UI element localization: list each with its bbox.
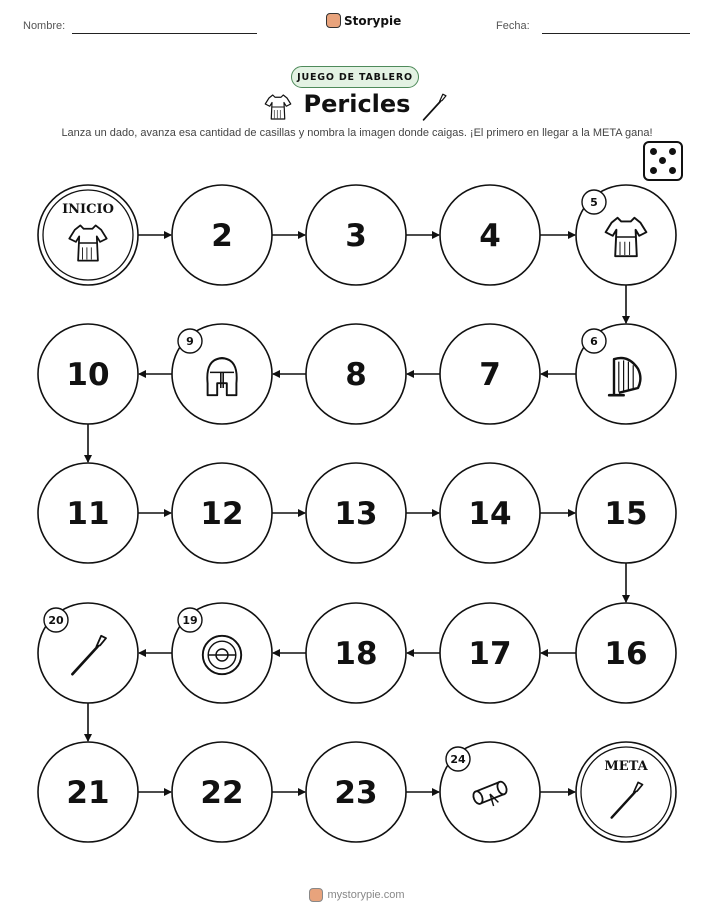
board-cell-23[interactable]	[306, 742, 406, 842]
board-cell-5[interactable]	[576, 185, 676, 285]
board-cell-4[interactable]	[440, 185, 540, 285]
game-type-badge: JUEGO DE TABLERO	[291, 66, 419, 88]
board-cell-1[interactable]	[38, 185, 138, 285]
board-cell-6[interactable]	[576, 324, 676, 424]
cell-number: 8	[345, 357, 367, 393]
board-cell-8[interactable]	[306, 324, 406, 424]
cell-number: 11	[66, 496, 110, 532]
cell-number: 23	[334, 775, 378, 811]
goal-label: META	[604, 759, 648, 774]
page-title: Pericles	[303, 90, 411, 118]
cell-number: 9	[186, 335, 194, 348]
cell-number: 20	[48, 614, 64, 627]
name-label: Nombre:	[23, 20, 66, 32]
board-cell-16[interactable]	[576, 603, 676, 703]
cell-number: 15	[604, 496, 648, 532]
cell-number: 6	[590, 335, 598, 348]
board-cell-25[interactable]	[576, 742, 676, 842]
cell-number: 12	[200, 496, 244, 532]
cell-number: 2	[211, 218, 233, 254]
board-cell-21[interactable]	[38, 742, 138, 842]
board-cell-22[interactable]	[172, 742, 272, 842]
cell-number: 3	[345, 218, 367, 254]
board-cell-11[interactable]	[38, 463, 138, 563]
board-cell-2[interactable]	[172, 185, 272, 285]
cell-number: 22	[200, 775, 244, 811]
date-label: Fecha:	[496, 20, 530, 32]
board-cell-10[interactable]	[38, 324, 138, 424]
cell-number: 14	[468, 496, 512, 532]
cell-number: 24	[450, 753, 466, 766]
cell-number: 16	[604, 636, 648, 672]
cell-number: 13	[334, 496, 378, 532]
brand-name: Storypie	[344, 13, 402, 28]
board-cells	[38, 185, 676, 842]
board-cell-24[interactable]	[440, 742, 540, 842]
cell-number: 19	[182, 614, 198, 627]
board-cell-14[interactable]	[440, 463, 540, 563]
board-cell-13[interactable]	[306, 463, 406, 563]
bear-icon	[309, 888, 323, 902]
board-cell-7[interactable]	[440, 324, 540, 424]
board-cell-3[interactable]	[306, 185, 406, 285]
footer-url[interactable]: mystorypie.com	[327, 889, 405, 901]
board-cell-20[interactable]	[38, 603, 138, 703]
board-cell-12[interactable]	[172, 463, 272, 563]
cell-number: 21	[66, 775, 110, 811]
footer	[0, 888, 714, 902]
instructions: Lanza un dado, avanza esa cantidad de casillas y nombra la imagen donde caigas. ¡El primero en llegar a la META gana!	[61, 127, 653, 139]
board-cell-15[interactable]	[576, 463, 676, 563]
cell-number: 17	[468, 636, 512, 672]
shield-icon	[203, 636, 241, 674]
cell-number: 18	[334, 636, 378, 672]
cell-number: 10	[66, 357, 110, 393]
cell-number: 4	[479, 218, 501, 254]
cell-number: 7	[479, 357, 501, 393]
cell-number: 5	[590, 196, 598, 209]
start-label: INICIO	[62, 202, 114, 217]
board-cell-18[interactable]	[306, 603, 406, 703]
cell-circle	[576, 742, 676, 842]
board-cell-17[interactable]	[440, 603, 540, 703]
board-cell-19[interactable]	[172, 603, 272, 703]
board-cell-9[interactable]	[172, 324, 272, 424]
